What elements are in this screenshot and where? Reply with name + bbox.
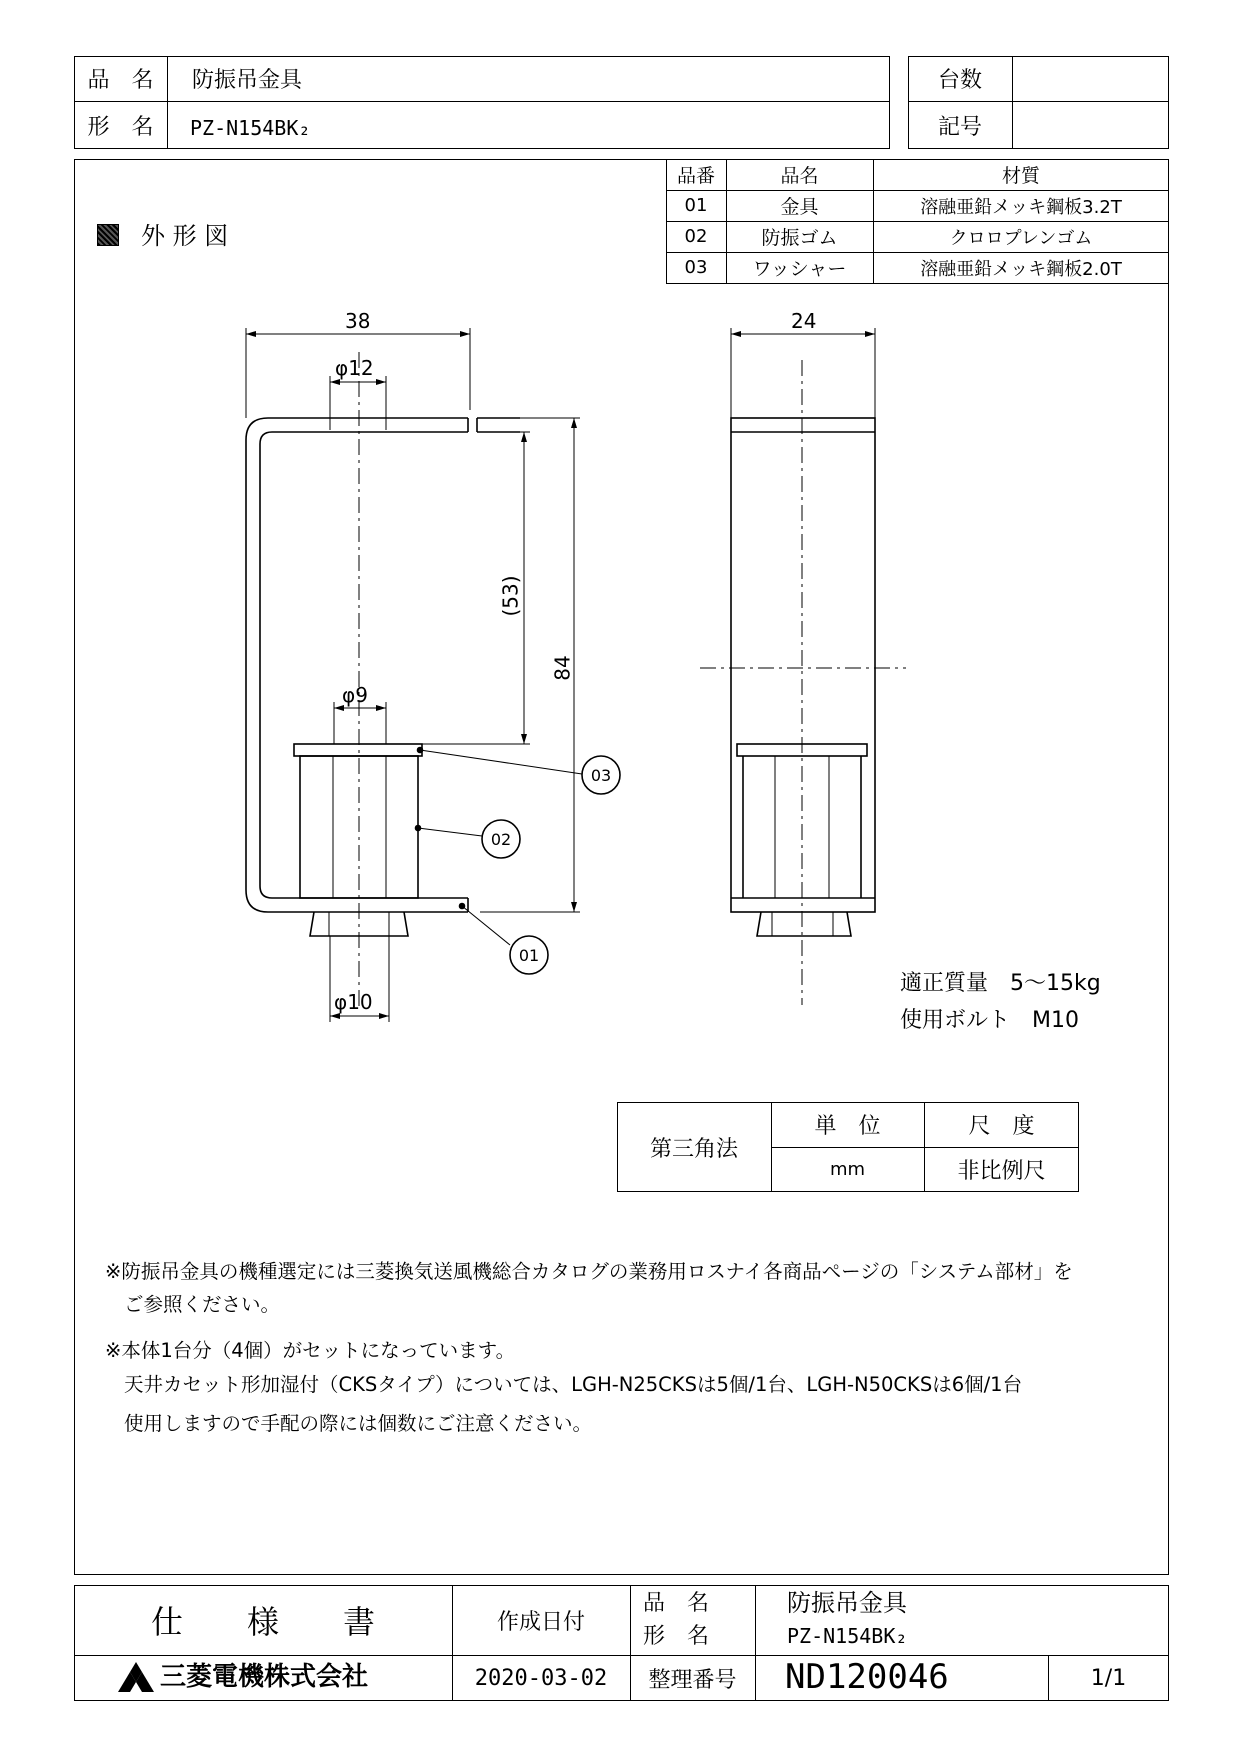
projection-method: 第三角法 bbox=[649, 1136, 738, 1162]
doc-type: 仕 様 書 bbox=[150, 1603, 375, 1641]
parts-row-1-name: 金具 bbox=[780, 196, 819, 218]
balloon-03-label: 03 bbox=[590, 765, 612, 785]
spec-proper-mass: 適正質量 5～15kg bbox=[900, 971, 1101, 996]
control-label: 整理番号 bbox=[648, 1667, 737, 1693]
quantity-label: 台数 bbox=[937, 68, 982, 93]
product-name-label: 品 名 bbox=[87, 68, 154, 93]
parts-header-name: 品名 bbox=[780, 165, 819, 187]
section-title: 外 形 図 bbox=[141, 222, 229, 250]
balloon-02-label: 02 bbox=[490, 829, 512, 849]
bracket-outer bbox=[246, 418, 468, 912]
note-line-4: 天井カセット形加湿付（CKSタイプ）については、LGH-N25CKSは5個/1台、LGH-N50CKSは6個/1台 bbox=[124, 1373, 1023, 1396]
dim-total-height: 84 bbox=[550, 655, 575, 681]
footer-product-name: 防振吊金具 bbox=[787, 1589, 907, 1617]
note-line-1: ※防振吊金具の機種選定には三菱換気送風機総合カタログの業務用ロスナイ各商品ページの「システム部材」を bbox=[105, 1260, 1073, 1283]
control-number: ND120046 bbox=[785, 1657, 949, 1697]
model-value: PZ-N154BK₂ bbox=[190, 116, 311, 140]
parts-row-3-no: 03 bbox=[684, 257, 708, 278]
dim-side-width: 24 bbox=[791, 309, 817, 333]
mitsubishi-logo-icon bbox=[118, 1662, 154, 1694]
dim-bottom: φ10 bbox=[334, 990, 373, 1014]
dim-inner-height: (53) bbox=[498, 575, 523, 617]
scale-value: 非比例尺 bbox=[957, 1159, 1046, 1184]
note-line-3: ※本体1台分（4個）がセットになっています。 bbox=[105, 1339, 516, 1362]
note-line-2: ご参照ください。 bbox=[124, 1293, 281, 1316]
dim-bush: φ9 bbox=[342, 683, 368, 707]
model-label: 形 名 bbox=[87, 114, 154, 140]
scale-label: 尺 度 bbox=[968, 1114, 1035, 1139]
parts-row-2-no: 02 bbox=[684, 226, 708, 247]
footer-divider-v3 bbox=[755, 1585, 756, 1701]
product-name-value: 防振吊金具 bbox=[192, 68, 303, 93]
washer bbox=[294, 744, 422, 756]
parts-row-3-name: ワッシャー bbox=[752, 258, 847, 280]
parts-row-1-material: 溶融亜鉛メッキ鋼板3.2T bbox=[920, 196, 1122, 218]
created-label: 作成日付 bbox=[496, 1609, 585, 1635]
parts-row-2-material: クロロプレンゴム bbox=[949, 227, 1093, 249]
company-name: 三菱電機株式会社 bbox=[160, 1662, 369, 1692]
footer-name-label: 品 名 bbox=[643, 1591, 710, 1616]
dim-top-hole: φ12 bbox=[335, 356, 374, 380]
unit-value: mm bbox=[829, 1159, 866, 1180]
symbol-label: 記号 bbox=[937, 114, 982, 140]
parts-row-2-name: 防振ゴム bbox=[761, 227, 838, 249]
spec-bolt: 使用ボルト M10 bbox=[900, 1008, 1079, 1033]
parts-header-no: 品番 bbox=[676, 165, 715, 187]
unit-label: 単 位 bbox=[814, 1114, 881, 1139]
page-number: 1/1 bbox=[1090, 1665, 1127, 1691]
balloon-01-label: 01 bbox=[518, 945, 540, 965]
bracket-inner bbox=[260, 432, 468, 898]
note-line-5: 使用しますので手配の際には個数にご注意ください。 bbox=[124, 1412, 593, 1435]
parts-row-1-no: 01 bbox=[684, 195, 708, 216]
parts-row-3-material: 溶融亜鉛メッキ鋼板2.0T bbox=[920, 258, 1122, 280]
side-body bbox=[731, 418, 875, 912]
dim-width: 38 bbox=[345, 309, 371, 333]
parts-header-material: 材質 bbox=[1001, 165, 1040, 187]
created-date: 2020-03-02 bbox=[474, 1665, 608, 1691]
footer-model: PZ-N154BK₂ bbox=[787, 1624, 908, 1648]
footer-model-label: 形 名 bbox=[643, 1624, 710, 1649]
